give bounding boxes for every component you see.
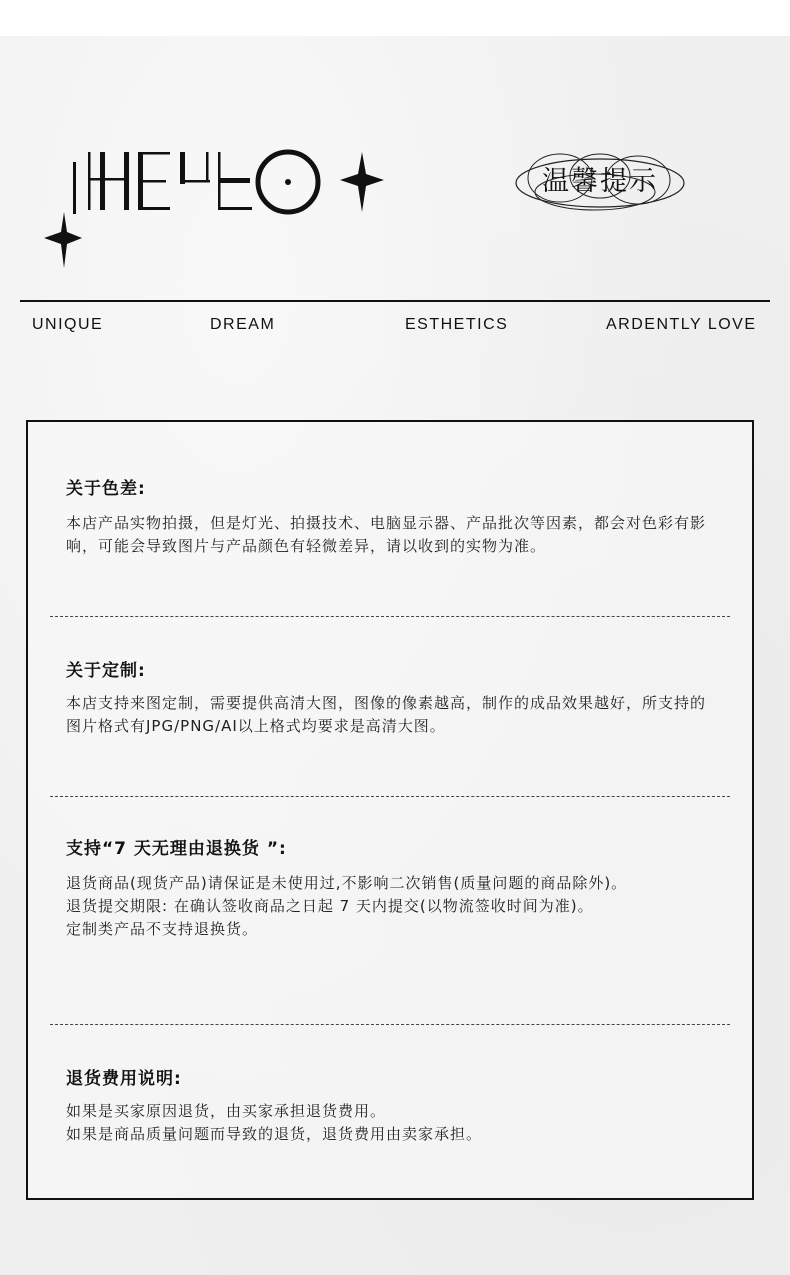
section-body-color-difference <box>66 512 706 558</box>
sparkle-large-icon <box>340 152 384 212</box>
tagline-dream: DREAM <box>210 316 276 333</box>
badge-title: 温馨提示 <box>542 166 658 197</box>
section-body-return-fee <box>66 1100 706 1146</box>
top-white-band <box>0 0 790 36</box>
section-title-return-policy: 支持“7 天无理由退换货 ”: <box>66 839 287 859</box>
section-line: 退货提交期限: 在确认签收商品之日起 7 天内提交(以物流签收时间为准)。 <box>66 897 594 915</box>
dashed-divider <box>50 1024 730 1025</box>
sparkle-small-icon <box>44 212 82 268</box>
header-divider <box>20 300 770 302</box>
hello-logo <box>40 140 420 275</box>
section-body-customization <box>66 692 706 738</box>
section-line: 如果是商品质量问题而导致的退货，退货费用由卖家承担。 <box>66 1125 483 1143</box>
section-line: 如果是买家原因退货，由买家承担退货费用。 <box>66 1102 387 1120</box>
section-line: 退货商品(现货产品)请保证是未使用过,不影响二次销售(质量问题的商品除外)。 <box>66 874 628 892</box>
section-body-return-policy <box>66 872 706 941</box>
dashed-divider <box>50 796 730 797</box>
section-title-color-difference: 关于色差: <box>66 479 146 499</box>
section-line: 本店支持来图定制，需要提供高清大图，图像的像素越高，制作的成品效果越好，所支持的图片格式有JPG/PNG/AI以上格式均要求是高清大图。 <box>66 694 707 735</box>
notice-card <box>26 420 754 1200</box>
tagline-ardently-love: ARDENTLY LOVE <box>606 316 757 333</box>
section-title-return-fee: 退货费用说明: <box>66 1069 182 1089</box>
dashed-divider <box>50 616 730 617</box>
section-line: 本店产品实物拍摄，但是灯光、拍摄技术、电脑显示器、产品批次等因素，都会对色彩有影响，可能会导致图片与产品颜色有轻微差异，请以收到的实物为准。 <box>66 514 707 555</box>
section-title-customization: 关于定制: <box>66 661 146 681</box>
tagline-esthetics: ESTHETICS <box>405 316 509 333</box>
tagline-unique: UNIQUE <box>32 316 104 333</box>
section-line: 定制类产品不支持退换货。 <box>66 920 259 938</box>
